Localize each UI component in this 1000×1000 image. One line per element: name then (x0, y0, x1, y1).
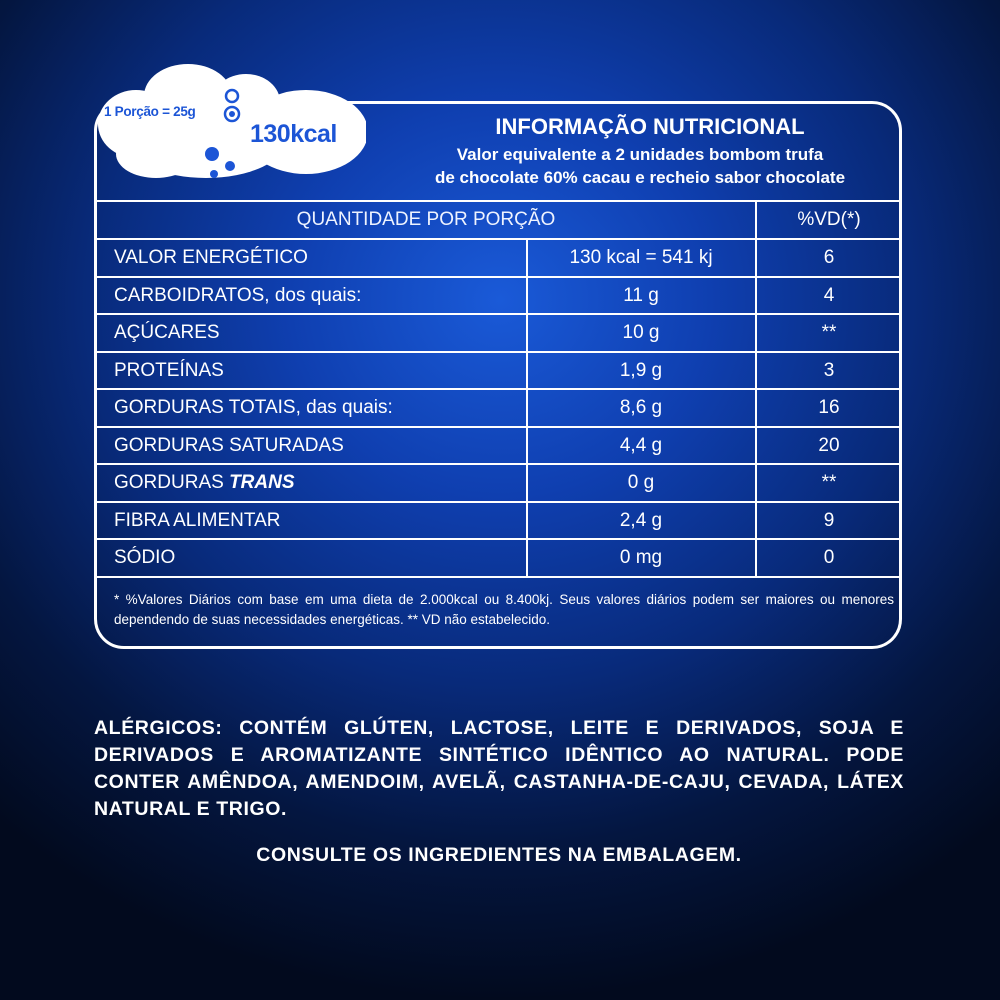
allergens-label: ALÉRGICOS: (94, 717, 223, 739)
vd-header: %VD(*) (797, 209, 861, 230)
nutrient-name: VALOR ENERGÉTICO (114, 247, 308, 268)
trans-label: TRANS (229, 472, 295, 493)
nutrient-quantity: 1,9 g (619, 360, 663, 381)
nutrient-name: PROTEÍNAS (114, 360, 224, 381)
nutrient-quantity: 130 kcal = 541 kj (569, 247, 713, 268)
nutrient-vd: 0 (823, 547, 835, 568)
panel-title: INFORMAÇÃO NUTRICIONAL (495, 114, 805, 139)
nutrient-quantity: 11 g (623, 285, 659, 306)
nutrient-vd: 4 (823, 285, 835, 306)
nutrient-name: AÇÚCARES (114, 322, 220, 343)
nutrient-quantity: 10 g (622, 322, 660, 343)
nutrient-quantity: 8,6 g (619, 397, 663, 418)
subtitle-line-1: Valor equivalente a 2 unidades bombom trufa (456, 145, 824, 164)
nutrient-name: FIBRA ALIMENTAR (114, 510, 281, 531)
nutrient-vd: 3 (823, 360, 835, 381)
nutrient-vd: 6 (823, 247, 835, 268)
subtitle-line-2: de chocolate 60% cacau e recheio sabor chocolate (434, 168, 846, 187)
nutrient-vd: 20 (818, 435, 840, 456)
nutrient-vd: 16 (818, 397, 840, 418)
nutrient-vd: ** (821, 322, 837, 343)
table-footnote: * %Valores Diários com base em uma dieta de 2.000kcal ou 8.400kj. Seus valores diários podem ser maiores ou menores dependendo de suas necessidades energéticas. ** VD não estabelecido. (114, 592, 894, 627)
nutrient-vd: 9 (823, 510, 835, 531)
nutrient-name: SÓDIO (114, 547, 176, 568)
nutrient-quantity: 0 mg (619, 547, 663, 568)
nutrient-quantity: 4,4 g (619, 435, 663, 456)
allergens-text (94, 715, 904, 823)
kcal-label: 130kcal (250, 120, 337, 148)
nutrient-quantity: 0 g (627, 472, 655, 493)
quantity-header: QUANTIDADE POR PORÇÃO (296, 209, 556, 230)
consult-ingredients-text: CONSULTE OS INGREDIENTES NA EMBALAGEM. (256, 844, 742, 866)
nutrient-name: GORDURAS SATURADAS (114, 435, 344, 456)
nutrient-name: GORDURAS TOTAIS, das quais: (114, 397, 393, 418)
nutrient-name: CARBOIDRATOS, dos quais: (114, 285, 362, 306)
nutrient-quantity: 2,4 g (619, 510, 663, 531)
nutrient-vd: ** (821, 472, 837, 493)
nutrient-name: GORDURAS (114, 472, 224, 493)
portion-label: 1 Porção = 25g (104, 104, 196, 119)
allergens-content: CONTÉM GLÚTEN, LACTOSE, LEITE E DERIVADOS, SOJA E DERIVADOS E AROMATIZANTE SINTÉTICO IDÊNTICO AO NATURAL. PODE CONTER AMÊNDOA, AMENDOIM, AVELÃ, CASTANHA-DE-CAJU, CEVADA, LÁTEX NATURAL E TRIGO. (94, 717, 904, 820)
table-divider (97, 576, 899, 578)
panel-subtitle (380, 143, 900, 189)
nutrient-name-trans (114, 464, 295, 501)
